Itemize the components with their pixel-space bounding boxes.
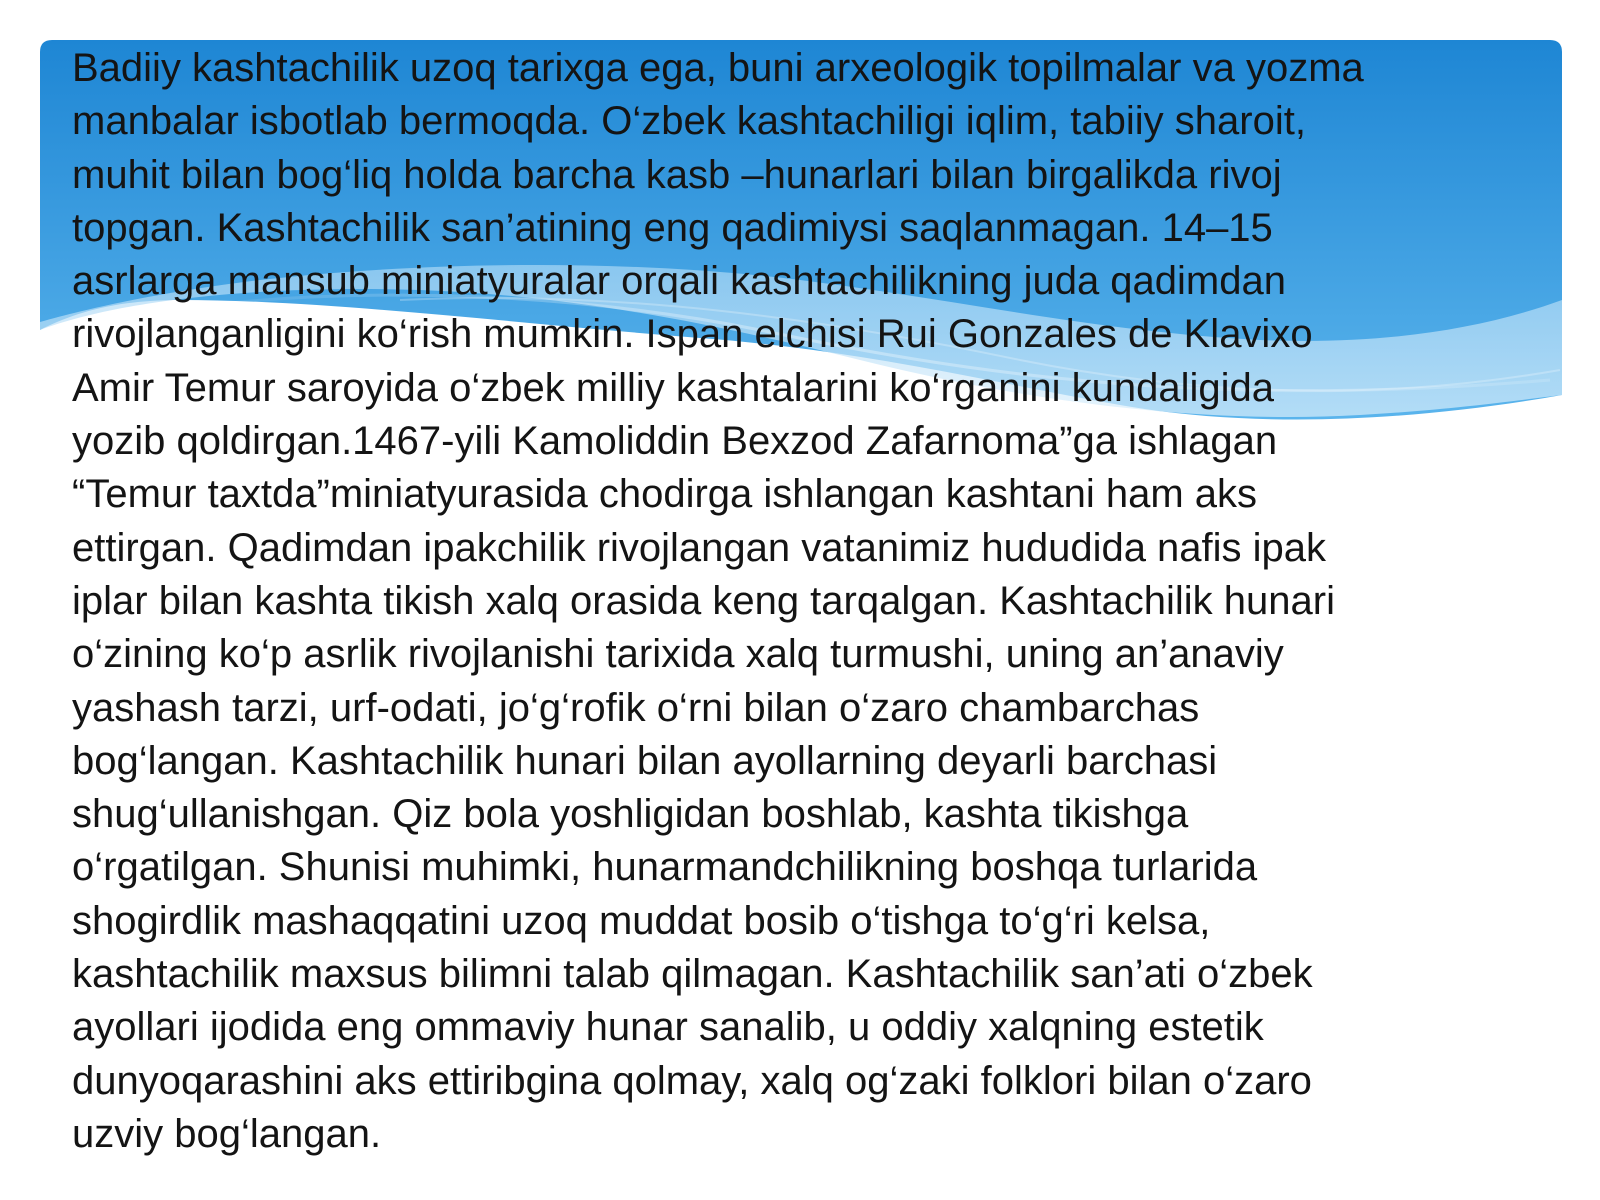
text-line: shug‘ullanishgan. Qiz bola yoshligidan boshlab, kashta tikishga	[72, 792, 1189, 837]
text-line: shogirdlik mashaqqatini uzoq muddat bosib o‘tishga to‘g‘ri kelsa,	[72, 898, 1211, 943]
text-line: Amir Temur saroyida o‘zbek milliy kashtalarini ko‘rganini kundaligida	[72, 365, 1275, 410]
text-line: yozib qoldirgan.1467-yili Kamoliddin Bexzod Zafarnoma”ga ishlagan	[72, 419, 1278, 464]
text-line: kashtachilik maxsus bilimni talab qilmagan. Kashtachilik san’ati o‘zbek	[72, 952, 1313, 997]
text-line: Badiiy kashtachilik uzoq tarixga ega, buni arxeologik topilmalar va yozma	[72, 46, 1364, 90]
text-line: bog‘langan. Kashtachilik hunari bilan ayollarning deyarli barchasi	[72, 738, 1218, 783]
text-line: manbalar isbotlab bermoqda. O‘zbek kashtachiligi iqlim, tabiiy sharoit,	[72, 99, 1306, 144]
text-line: topgan. Kashtachilik san’atining eng qadimiysi saqlanmagan. 14–15	[72, 205, 1273, 250]
text-line: uzviy bog‘langan.	[72, 1111, 382, 1156]
body-paragraph	[72, 42, 1552, 1161]
text-line: muhit bilan bog‘liq holda barcha kasb –hunarlari bilan birgalikda rivoj	[72, 152, 1282, 197]
text-line: asrlarga mansub miniatyuralar orqali kashtachilikning juda qadimdan	[72, 259, 1286, 304]
text-line: ayollari ijodida eng ommaviy hunar sanalib, u oddiy xalqning estetik	[72, 1005, 1264, 1050]
text-line: iplar bilan kashta tikish xalq orasida keng tarqalgan. Kashtachilik hunari	[72, 578, 1335, 623]
text-line: dunyoqarashini aks ettiribgina qolmay, xalq og‘zaki folklori bilan o‘zaro	[72, 1058, 1312, 1103]
text-line: “Temur taxtda”miniatyurasida chodirga ishlangan kashtani ham aks	[72, 472, 1258, 517]
text-line: yashash tarzi, urf-odati, jo‘g‘rofik o‘rni bilan o‘zaro chambarchas	[72, 685, 1200, 730]
text-line: o‘zining ko‘p asrlik rivojlanishi tarixida xalq turmushi, uning an’anaviy	[72, 632, 1284, 677]
text-line: o‘rgatilgan. Shunisi muhimki, hunarmandchilikning boshqa turlarida	[72, 845, 1258, 890]
text-line: ettirgan. Qadimdan ipakchilik rivojlangan vatanimiz hududida nafis ipak	[72, 525, 1327, 570]
text-line: rivojlanganligini ko‘rish mumkin. Ispan elchisi Rui Gonzales de Klavixo	[72, 312, 1313, 357]
